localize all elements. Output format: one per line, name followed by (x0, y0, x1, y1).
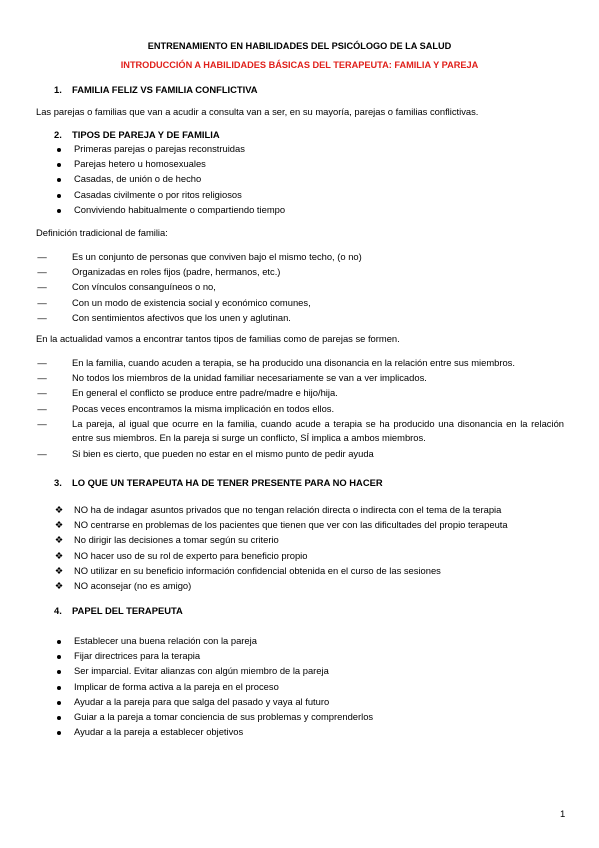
dash-icon: — (37, 266, 47, 278)
diamond-bullet-icon: ❖ (54, 564, 64, 576)
list-item: Conviviendo habitualmente o compartiendo tiempo (52, 203, 552, 218)
list-item: — Con vínculos consanguíneos o no, (36, 280, 566, 295)
list-item: — En general el conflicto se produce entre padre/madre e hijo/hija. (36, 386, 566, 401)
list-item: Casadas civilmente o por ritos religiosos (52, 188, 552, 203)
list-item: — En la familia, cuando acuden a terapia, se ha producido una disonancia en la relación entre sus miembros. (36, 356, 566, 371)
dash-icon: — (37, 296, 47, 308)
actual-list (36, 356, 566, 462)
list-item: Ayudar a la pareja a establecer objetivos (52, 725, 552, 740)
list-item: ❖ NO aconsejar (no es amigo) (52, 579, 582, 594)
diamond-bullet-icon: ❖ (54, 579, 64, 591)
list-item: — Pocas veces encontramos la misma implicación en todos ellos. (36, 402, 566, 417)
bullet-icon (52, 172, 66, 186)
list-item: Ayudar a la pareja para que salga del pasado y vaya al futuro (52, 695, 552, 710)
bullet-icon (52, 157, 66, 171)
family-types-list (52, 142, 552, 218)
page-number: 1 (560, 809, 566, 820)
bullet-icon (52, 203, 66, 217)
list-item: ❖ No dirigir las decisiones a tomar según su criterio (52, 533, 582, 548)
list-item: ❖ NO hacer uso de su rol de experto para beneficio propio (52, 549, 582, 564)
list-item: — Organizadas en roles fijos (padre, hermanos, etc.) (36, 265, 566, 280)
dash-icon: — (37, 387, 47, 399)
list-item: — No todos los miembros de la unidad familiar necesariamente se van a ver implicados. (36, 371, 566, 386)
dash-icon: — (37, 311, 47, 323)
dash-icon: — (37, 281, 47, 293)
list-item: — Con un modo de existencia social y económico comunes, (36, 296, 566, 311)
document-page: ENTRENAMIENTO EN HABILIDADES DEL PSICÓLOGO DE LA SALUD INTRODUCCIÓN A HABILIDADES BÁSICAS DEL TERAPEUTA: FAMILIA Y PAREJA 1. FAMILIA FELIZ VS FAMILIA CONFLICTIVA Las parejas o familias que van a acudir a consulta van a ser, en su mayoría, parejas o familias conflictivas. 2. TIPOS DE PAREJA Y DE FAMILIA Primeras parejas o parejas reconstruidas Parejas hetero u homosexuales Casadas, de unión o de hecho Casadas civilmente o por ritos religiosos Conviviendo habitualmente o compartiendo tiempo Definición tradicional de familia: — Es un conjunto de personas que conviven bajo el mismo techo, (o no) — Organizadas en roles fijos (padre, hermanos, etc.) — Con vínculos consanguíneos o no, — Con un modo de existencia social y económico comunes, — Con sentimientos afectivos que los unen y aglutinan. En la actualidad vamos a encontrar tantos tipos de familias como de parejas se formen. — En la familia, cuando acuden a terapia, se ha producido una disonancia en la relación entre sus miembros. — No todos los miembros de la unidad familiar necesariamente se van a ver implicados. — En general el conflicto se produce entre padre/madre e hijo/hija. — Pocas veces encontramos la misma implicación en todos ellos. — La pareja, al igual que ocurre en la familia, cuando acude a terapia se ha producido una disonancia en la relación entre sus miembros. En la pareja si surge un conflicto, SÍ implica a ambos miembros. — Si bien es cierto, que pueden no estar en el mismo punto de pedir ayuda 3. LO QUE UN TERAPEUTA HA DE TENER PRESENTE PARA NO HACER ❖ NO ha de indagar asuntos privados que no tengan relación directa o indirecta con el tema de la terapia ❖ NO centrarse en problemas de los pacientes que tienen que ver con las dificultades del propio terapeuta ❖ No dirigir las decisiones a tomar según su criterio ❖ NO hacer uso de su rol de experto para beneficio propio ❖ NO utilizar en su beneficio información confidencial obtenida en el curso de las sesiones ❖ NO aconsejar (no es amigo) 4. PAPEL DEL TERAPEUTA Establecer una buena relación con la pareja Fijar directrices para la terapia Ser imparcial. Evitar alianzas con algún miembro de la pareja Implicar de forma activa a la pareja en el proceso Ayudar a la pareja para que salga del pasado y vaya al futuro Guiar a la pareja a tomar conciencia de sus problemas y comprenderlos Ayudar a la pareja a establecer objetivos 1 (0, 0, 599, 848)
dash-icon: — (37, 402, 47, 414)
diamond-bullet-icon: ❖ (54, 549, 64, 561)
dash-icon: — (37, 372, 47, 384)
list-item: Primeras parejas o parejas reconstruidas (52, 142, 552, 157)
document-title: ENTRENAMIENTO EN HABILIDADES DEL PSICÓLOGO DE LA SALUD (147, 41, 452, 51)
dash-icon: — (37, 417, 47, 429)
do-not-list (52, 503, 582, 594)
list-item: Fijar directrices para la terapia (52, 649, 552, 664)
diamond-bullet-icon: ❖ (54, 504, 64, 515)
list-item: Ser imparcial. Evitar alianzas con algún miembro de la pareja (52, 664, 552, 679)
list-item: Implicar de forma activa a la pareja en el proceso (52, 680, 552, 695)
therapist-role-list (52, 634, 552, 740)
dash-icon: — (37, 447, 47, 459)
diamond-bullet-icon: ❖ (54, 534, 64, 546)
list-item: Casadas, de unión o de hecho (52, 172, 552, 187)
bullet-icon (52, 634, 66, 648)
bullet-icon (52, 664, 66, 678)
actual-title: En la actualidad vamos a encontrar tantos tipos de familias como de parejas se formen. (36, 333, 400, 344)
bullet-icon (52, 680, 66, 694)
list-item: Guiar a la pareja a tomar conciencia de sus problemas y comprenderlos (52, 710, 552, 725)
list-item: — Si bien es cierto, que pueden no estar en el mismo punto de pedir ayuda (36, 447, 566, 462)
diamond-bullet-icon: ❖ (54, 519, 64, 531)
bullet-icon (52, 710, 66, 724)
list-item: Parejas hetero u homosexuales (52, 157, 552, 172)
bullet-icon (52, 725, 66, 739)
bullet-icon (52, 649, 66, 663)
list-item: — Es un conjunto de personas que conviven bajo el mismo techo, (o no) (36, 250, 566, 265)
dash-icon: — (37, 251, 47, 262)
document-subtitle: INTRODUCCIÓN A HABILIDADES BÁSICAS DEL TERAPEUTA: FAMILIA Y PAREJA (120, 60, 479, 70)
definition-list (36, 250, 566, 326)
section-1-paragraph: Las parejas o familias que van a acudir a consulta van a ser, en su mayoría, parejas o familias conflictivas. (36, 106, 479, 117)
bullet-icon (52, 695, 66, 709)
list-item: — La pareja, al igual que ocurre en la familia, cuando acude a terapia se ha producido una disonancia en la relación entre sus miembros. En la pareja si surge un conflicto, SÍ implica a ambos miembros. (36, 417, 566, 446)
list-item: ❖ NO centrarse en problemas de los pacientes que tienen que ver con las dificultades del propio terapeuta (52, 518, 582, 533)
list-item: Establecer una buena relación con la pareja (52, 634, 552, 649)
definition-title: Definición tradicional de familia: (36, 227, 168, 238)
list-item: ❖ NO utilizar en su beneficio información confidencial obtenida en el curso de las sesiones (52, 564, 582, 579)
list-item: ❖ NO ha de indagar asuntos privados que no tengan relación directa o indirecta con el tema de la terapia (52, 503, 582, 518)
bullet-icon (52, 142, 66, 156)
dash-icon: — (37, 357, 47, 368)
bullet-icon (52, 188, 66, 202)
list-item: — Con sentimientos afectivos que los unen y aglutinan. (36, 311, 566, 326)
